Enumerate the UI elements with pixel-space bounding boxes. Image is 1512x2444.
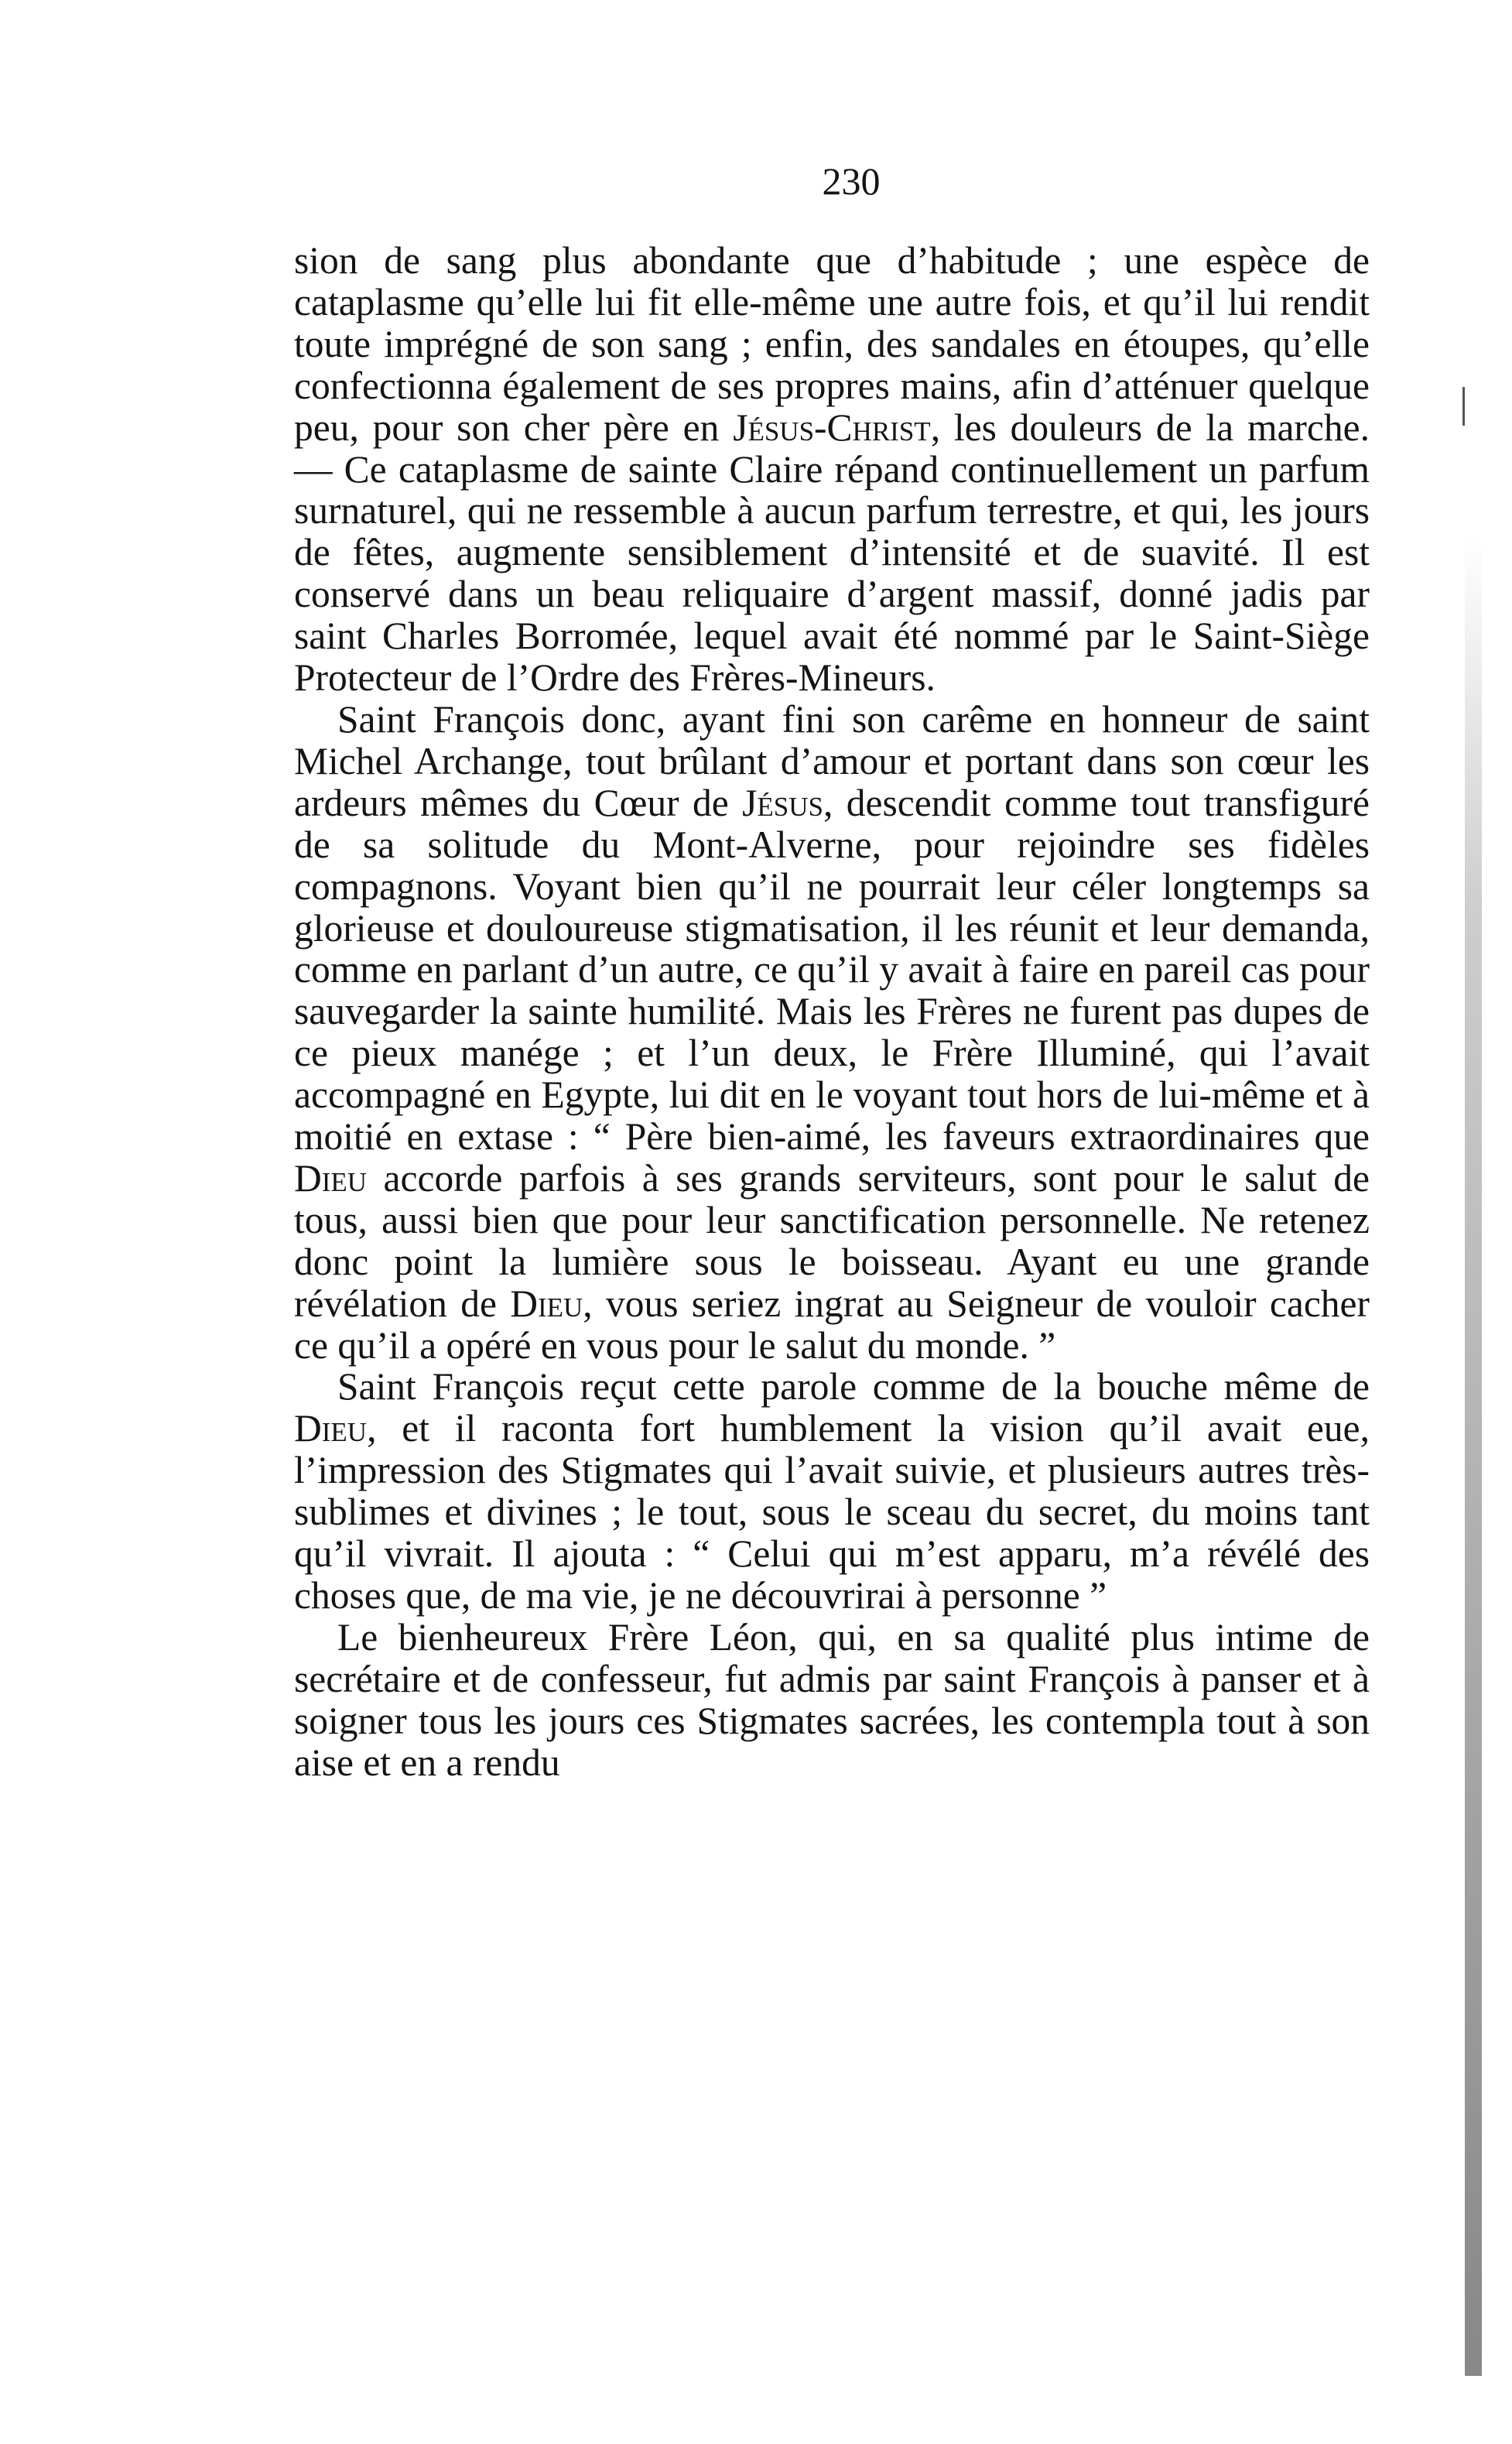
text-run: , et il raconta fort humblement la vision qu’il avait eue, l’impression des Stigmates qui l’avait suivie, et plusieurs autres très-sublimes et divines ; le tout, sous le sceau du secret, du moins tant qu’il vivrait. Il ajouta : “ Celui qui m’est apparu, m’a révélé des choses que, de ma vie, je ne découvrirai à personne ” [294,1407,1370,1617]
text-run: sion de sang plus abondante que d’habitude ; une espèce de cataplasme qu’elle lui fit elle-même une autre fois, et qu’il lui rendit toute imprégné de son sang ; enfin, des sandales en étoupes, qu’elle confectionna également de ses propres mains, afin d’atténuer quelque peu, pour son cher père en [294,239,1370,449]
text-run: accorde parfois à ses grands serviteurs, sont pour le salut de tous, aussi bien que pour leur sanctification personnelle. Ne retenez donc point la lumière sous le boisseau. Ayant eu une grande révélation de [294,1156,1370,1325]
paragraph [294,240,1370,699]
text-run: , descendit comme tout transfiguré de sa solitude du Mont-Alverne, pour rejoindre ses fidèles compagnons. Voyant bien qu’il ne pourrait leur céler longtemps sa glorieuse et douloureuse stigmatisation, il les réunit et leur demanda, comme en parlant d’un autre, ce qu’il y avait à faire en pareil cas pour sauvegarder la sainte humilité. Mais les Frères ne furent pas dupes de ce pieux manége ; et l’un deux, le Frère Illuminé, qui l’avait accompagné en Egypte, lui dit en le voyant tout hors de lui-même et à moitié en extase : “ Père bien-aimé, les faveurs extraordinaires que [294,781,1370,1159]
small-caps-word: Jésus [742,781,823,824]
paragraph [294,1366,1370,1616]
text-run: , vous seriez ingrat au Seigneur de vouloir cacher ce qu’il a opéré en vous pour le salut du monde. ” [294,1282,1370,1367]
page-number: 230 [822,159,881,203]
paragraph [294,699,1370,1367]
body-text [294,240,1370,1784]
small-caps-word: Dieu [294,1156,368,1200]
text-run: , les douleurs de la marche. — Ce cataplasme de sainte Claire répand continuellement un parfum surnaturel, qui ne ressemble à aucun parfum terrestre, et qui, les jours de fêtes, augmente sensiblement d’intensité et de suavité. Il est conservé dans un beau reliquaire d’argent massif, donné jadis par saint Charles Borromée, lequel avait été nommé par le Saint-Siège Protecteur de l’Ordre des Frères-Mineurs. [294,406,1370,700]
small-caps-word: Jésus-Christ [733,406,931,449]
text-run: Saint François donc, ayant fini son carême en honneur de saint Michel Archange, tout brûlant d’amour et portant dans son cœur les ardeurs mêmes du Cœur de [294,697,1370,824]
small-caps-word: Dieu [510,1282,583,1325]
text-run: Saint François reçut cette parole comme de la bouche même de [337,1365,1370,1409]
margin-mark [1462,387,1465,426]
page-edge-shadow [1465,534,1482,2376]
paragraph [294,1617,1370,1784]
text-run: Le bienheureux Frère Léon, qui, en sa qualité plus intime de secrétaire et de confesseur, fut admis par saint François à panser et à soigner tous les jours ces Stigmates sacrées, les contempla tout à son aise et en a rendu [294,1615,1370,1784]
small-caps-word: Dieu [294,1407,368,1450]
